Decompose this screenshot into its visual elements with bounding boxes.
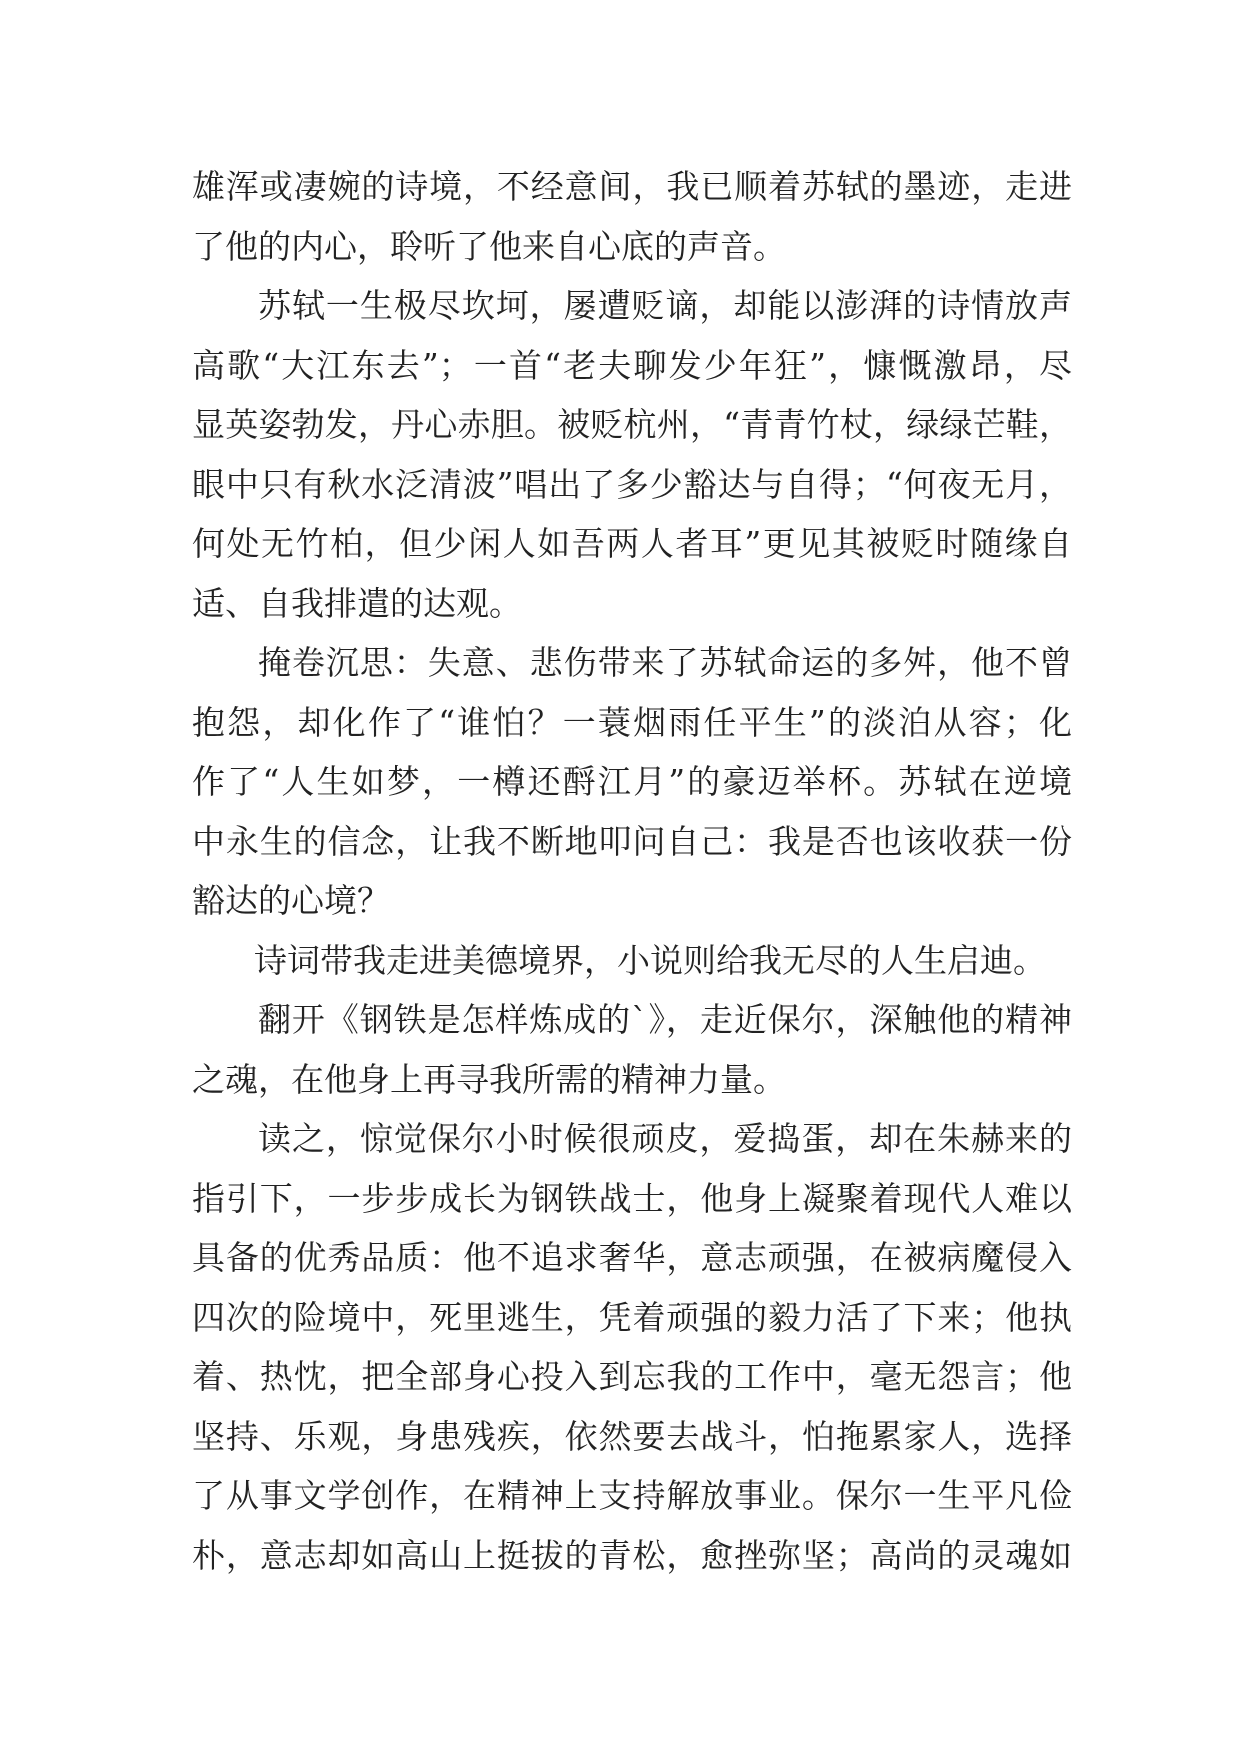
paragraph-start-line: 翻开《钢铁是怎样炼成的`》，走近保尔，深触他的精神: [258, 1000, 1072, 1039]
paragraph-start-line: 掩卷沉思：失意、悲伤带来了苏轼命运的多舛，他不曾: [258, 643, 1072, 682]
text-line: 雄浑或凄婉的诗境，不经意间，我已顺着苏轼的墨迹，走进: [192, 167, 1072, 206]
text-line: 之魂，在他身上再寻我所需的精神力量。: [192, 1059, 786, 1099]
text-line: 四次的险境中，死里逃生，凭着顽强的毅力活了下来；他执: [192, 1297, 1072, 1337]
text-line: 着、热忱，把全部身心投入到忘我的工作中，毫无怨言；他: [192, 1357, 1072, 1396]
paragraph-start-line: 苏轼一生极尽坎坷，屡遭贬谪，却能以澎湃的诗情放声: [258, 286, 1072, 325]
paragraph-start-line: 读之，惊觉保尔小时候很顽皮，爱捣蛋，却在朱赫来的: [258, 1119, 1072, 1158]
text-line: 眼中只有秋水泛清波”唱出了多少豁达与自得；“何夜无月，: [192, 464, 1072, 504]
text-line: 指引下，一步步成长为钢铁战士，他身上凝聚着现代人难以: [192, 1178, 1072, 1218]
text-line: 显英姿勃发，丹心赤胆。被贬杭州，“青青竹杖，绿绿芒鞋，: [192, 405, 1072, 444]
body-text: [192, 157, 1072, 1585]
text-line: 豁达的心境？: [192, 881, 390, 920]
paragraph-start-line: 诗词带我走进美德境界，小说则给我无尽的人生启迪。: [254, 940, 1046, 980]
text-line: 抱怨，却化作了“谁怕？一蓑烟雨任平生”的淡泊从容；化: [192, 702, 1072, 742]
text-line: 坚持、乐观，身患残疾，依然要去战斗，怕拖累家人，选择: [192, 1416, 1072, 1456]
text-line: 适、自我排遣的达观。: [192, 583, 522, 623]
text-line: 具备的优秀品质：他不追求奢华，意志顽强，在被病魔侵入: [192, 1238, 1072, 1277]
text-line: 何处无竹柏，但少闲人如吾两人者耳”更见其被贬时随缘自: [192, 524, 1072, 563]
text-line: 作了“人生如梦，一樽还酹江月”的豪迈举杯。苏轼在逆境: [192, 762, 1072, 801]
text-line: 了从事文学创作，在精神上支持解放事业。保尔一生平凡俭: [192, 1476, 1072, 1515]
text-line: 中永生的信念，让我不断地叩问自己：我是否也该收获一份: [192, 821, 1072, 861]
text-line: 朴，意志却如高山上挺拔的青松，愈挫弥坚；高尚的灵魂如: [192, 1535, 1072, 1575]
text-line: 高歌“大江东去”；一首“老夫聊发少年狂”，慷慨激昂，尽: [192, 345, 1072, 385]
text-line: 了他的内心，聆听了他来自心底的声音。: [192, 226, 786, 266]
